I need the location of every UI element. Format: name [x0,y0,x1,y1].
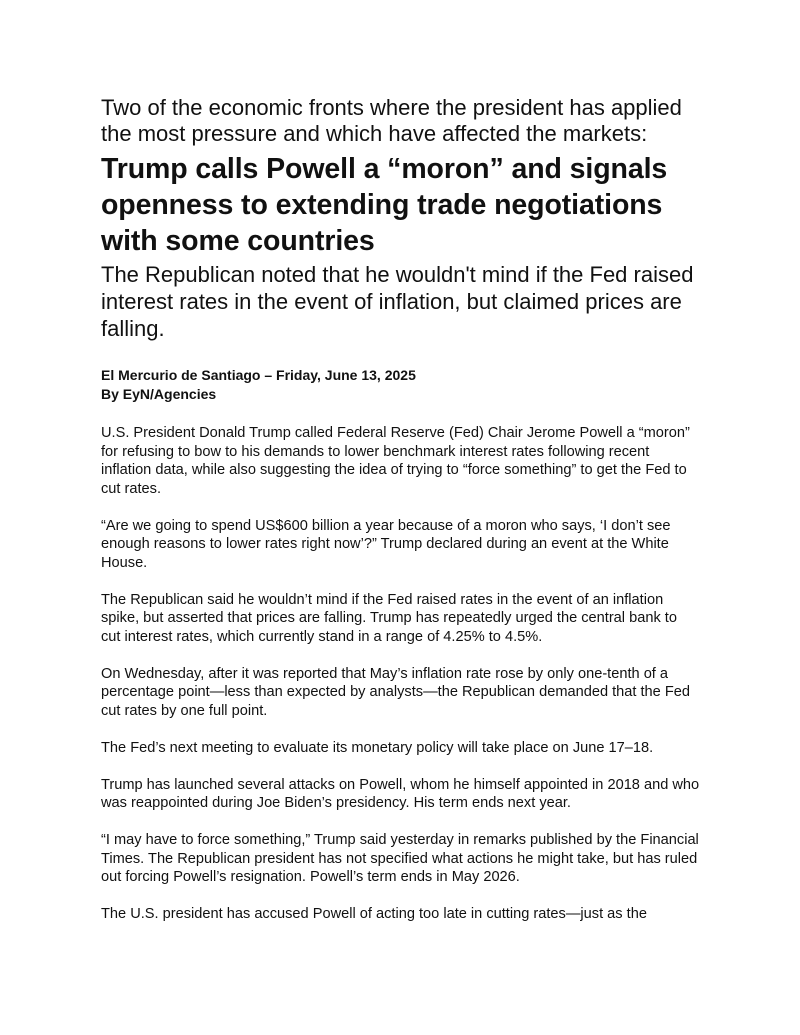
author-line: By EyN/Agencies [101,386,217,402]
article-body [101,424,700,924]
article-subheadline: The Republican noted that he wouldn't mind if the Fed raised interest rates in the event of inflation, but claimed prices are falling. [101,262,694,341]
body-paragraph: “Are we going to spend US$600 billion a year because of a moron who says, ‘I don’t see enough reasons to lower rates right now’?” Trump declared during an event at the White House. [101,517,671,571]
body-paragraph: Trump has launched several attacks on Powell, whom he himself appointed in 2018 and who was reappointed during Joe Biden’s presidency. His term ends next year. [101,776,700,811]
body-paragraph: The U.S. president has accused Powell of acting too late in cutting rates—just as the [101,906,647,922]
body-paragraph: “I may have to force something,” Trump said yesterday in remarks published by the Financial Times. The Republican president has not specified what actions he might take, but has ruled out forcing Powell’s resignation. Powell’s term ends in May 2026. [101,832,699,885]
body-paragraph: U.S. President Donald Trump called Federal Reserve (Fed) Chair Jerome Powell a “moron” for refusing to bow to his demands to lower benchmark interest rates following recent inflation data, while also suggesting the idea of trying to “force something” to get the Fed to cut rates. [101,425,690,497]
article-kicker: Two of the economic fronts where the president has applied the most pressure and which have affected the markets: [101,95,682,146]
byline-block [101,366,700,404]
body-paragraph: The Republican said he wouldn’t mind if the Fed raised rates in the event of an inflation spike, but asserted that prices are falling. Trump has repeatedly urged the central bank to cut interest rates, which currently stand in a range of 4.25% to 4.5%. [101,591,677,645]
article-headline: Trump calls Powell a “moron” and signals openness to extending trade negotiations with some countries [101,153,668,257]
source-line: El Mercurio de Santiago – Friday, June 13, 2025 [101,367,416,383]
body-paragraph: The Fed’s next meeting to evaluate its monetary policy will take place on June 17–18. [101,739,654,756]
body-paragraph: On Wednesday, after it was reported that May’s inflation rate rose by only one-tenth of a percentage point—less than expected by analysts—the Republican demanded that the Fed cut rates by one full point. [101,665,690,719]
